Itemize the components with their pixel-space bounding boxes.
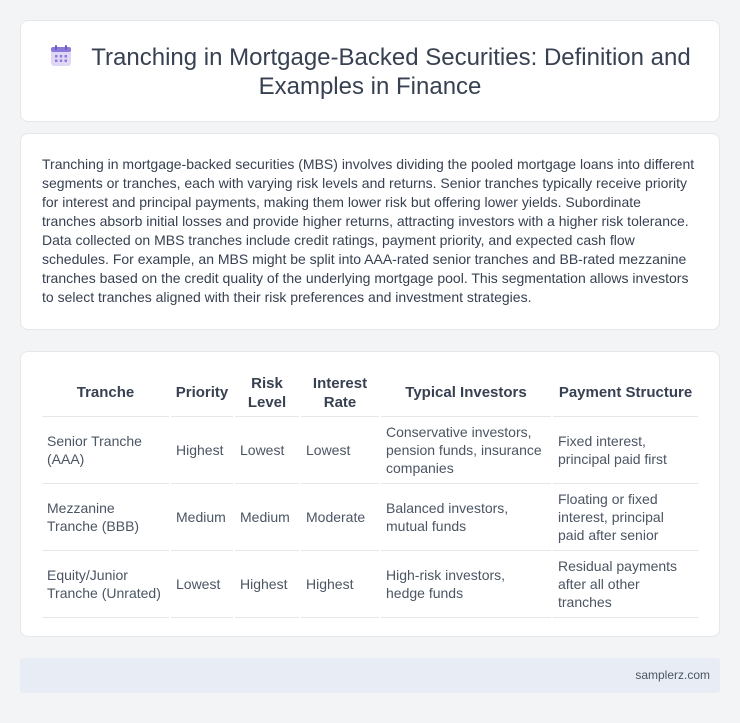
table-cell: Medium bbox=[170, 483, 234, 550]
table-cell: Equity/Junior Tranche (Unrated) bbox=[42, 550, 170, 617]
table-cell: Conservative investors, pension funds, insurance companies bbox=[380, 416, 552, 483]
calendar-icon bbox=[49, 44, 73, 68]
column-header: Risk Level bbox=[234, 370, 300, 416]
table-cell: Medium bbox=[234, 483, 300, 550]
table-row bbox=[42, 483, 698, 550]
table-cell: Highest bbox=[300, 550, 380, 617]
table-cell: Highest bbox=[234, 550, 300, 617]
table-cell: Residual payments after all other tranches bbox=[552, 550, 698, 617]
table-row bbox=[42, 416, 698, 483]
description-text: Tranching in mortgage-backed securities (MBS) involves dividing the pooled mortgage loans into different segments or tranches, each with varying risk levels and returns. Senior tranches typically receive priority for interest and principal payments, making them lower risk but offering lower yields. Subordinate tranches absorb initial losses and provide higher returns, attracting investors with a higher risk tolerance. Data collected on MBS tranches include credit ratings, payment priority, and expected cash flow schedules. For example, an MBS might be split into AAA-rated senior tranches and BB-rated mezzanine tranches based on the credit quality of the underlying mortgage pool. This segmentation allows investors to select tranches aligned with their risk preferences and investment strategies. bbox=[42, 156, 695, 305]
footer bbox=[20, 658, 720, 693]
table-cell: Lowest bbox=[234, 416, 300, 483]
table-cell: Floating or fixed interest, principal paid after senior bbox=[552, 483, 698, 550]
table-header-row bbox=[42, 370, 698, 416]
column-header: Interest Rate bbox=[300, 370, 380, 416]
table-cell: Senior Tranche (AAA) bbox=[42, 416, 170, 483]
page-title: Tranching in Mortgage-Backed Securities: Definition and Examples in Finance bbox=[91, 44, 691, 100]
page-title-wrap bbox=[21, 43, 719, 101]
table-cell: Fixed interest, principal paid first bbox=[552, 416, 698, 483]
tranche-table bbox=[42, 370, 698, 618]
table-cell: Mezzanine Tranche (BBB) bbox=[42, 483, 170, 550]
table-cell: Lowest bbox=[300, 416, 380, 483]
table-cell: Highest bbox=[170, 416, 234, 483]
table-cell: Balanced investors, mutual funds bbox=[380, 483, 552, 550]
footer-site-link[interactable]: samplerz.com bbox=[635, 668, 710, 682]
table-row bbox=[42, 550, 698, 617]
table-cell: Lowest bbox=[170, 550, 234, 617]
title-card bbox=[20, 20, 720, 122]
description-card bbox=[20, 133, 720, 330]
column-header: Payment Structure bbox=[552, 370, 698, 416]
column-header: Priority bbox=[170, 370, 234, 416]
table-cell: Moderate bbox=[300, 483, 380, 550]
column-header: Tranche bbox=[42, 370, 170, 416]
table-cell: High-risk investors, hedge funds bbox=[380, 550, 552, 617]
table-card bbox=[20, 351, 720, 637]
column-header: Typical Investors bbox=[380, 370, 552, 416]
